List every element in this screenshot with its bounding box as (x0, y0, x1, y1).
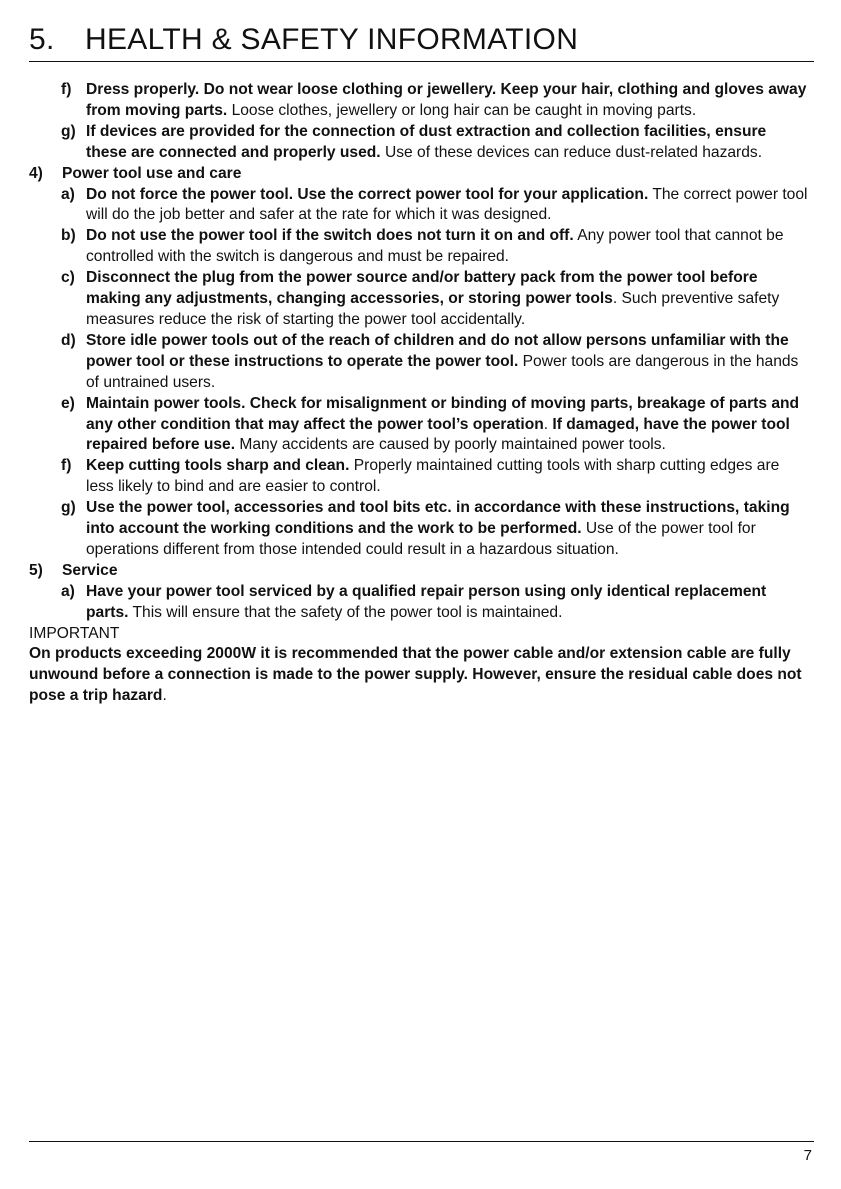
item-label: b) (61, 227, 76, 245)
item-text: The correct power tool will do the job better and safer at the rate for which it was designed. (86, 185, 808, 224)
item-bold-text: Do not force the power tool. Use the correct power tool for your application. (86, 185, 649, 203)
section-label: 4) (29, 164, 43, 182)
item-bold-text: Store idle power tools out of the reach of children and do not allow persons unfamiliar with the power tool or these instructions to operate the power tool. (86, 331, 789, 370)
section-number: 5. (29, 23, 55, 56)
item-bold-text: If devices are provided for the connection of dust extraction and collection facilities, ensure these are connected and properly used. (86, 122, 767, 161)
section-heading-text: Service (62, 561, 118, 579)
page-header (29, 22, 814, 58)
header-rule (29, 61, 814, 62)
item-label: f) (61, 457, 72, 475)
list-item (29, 456, 811, 498)
item-text: . Such preventive safety measures reduce the risk of starting the power tool accidentally. (86, 290, 780, 328)
section-heading (29, 561, 811, 582)
item-bold-text: Use the power tool, accessories and tool bits etc. in accordance with these instructions, taking into account the working conditions and the work to be performed. (86, 499, 790, 538)
section-heading-text: Power tool use and care (62, 164, 242, 182)
section-heading (29, 164, 811, 185)
item-text: Power tools are dangerous in the hands of untrained users. (86, 352, 799, 391)
item-label: g) (61, 499, 76, 517)
item-text: This will ensure that the safety of the power tool is maintained. (128, 603, 563, 621)
item-label: e) (61, 394, 75, 412)
list-item (29, 226, 811, 268)
item-text: Many accidents are caused by poorly maintained power tools. (235, 436, 666, 454)
item-text: Use of these devices can reduce dust-related hazards. (380, 143, 763, 161)
page-number: 7 (803, 1147, 812, 1164)
item-bold-text: Disconnect the plug from the power source and/or battery pack from the power tool before making any adjustments, changing accessories, or storing power tools (86, 269, 758, 308)
item-label: f) (61, 81, 72, 98)
item-label: c) (61, 269, 75, 287)
footer-rule (29, 1141, 814, 1142)
list-item (29, 185, 811, 227)
list-item (29, 582, 811, 624)
list-item (29, 122, 811, 164)
item-text: Any power tool that cannot be controlled with the switch is dangerous and must be repaired. (86, 227, 784, 266)
item-label: d) (61, 331, 76, 349)
important-text: . (162, 687, 167, 705)
section-title-text: HEALTH & SAFETY INFORMATION (85, 23, 579, 56)
section-title (29, 22, 814, 58)
important-paragraph (29, 644, 811, 707)
list-item (29, 394, 811, 457)
item-bold-text: Keep cutting tools sharp and clean. (86, 457, 350, 475)
important-bold-text: On products exceeding 2000W it is recommended that the power cable and/or extension cable are fully unwound before a connection is made to the power supply. However, ensure the residual cable does not pose a trip hazard (29, 645, 802, 705)
list-item (29, 331, 811, 394)
item-bold-text: Do not use the power tool if the switch does not turn it on and off. (86, 227, 574, 245)
item-bold-text: If damaged, have the power tool repaired before use. (86, 415, 790, 454)
list-item (29, 80, 811, 122)
important-heading: IMPORTANT (29, 624, 120, 642)
item-label: a) (61, 582, 75, 600)
item-text: . (543, 415, 553, 433)
content (29, 80, 811, 707)
item-bold-text: Have your power tool serviced by a qualified repair person using only identical replacement parts. (86, 582, 767, 621)
item-text: Use of the power tool for operations different from those intended could result in a hazardous situation. (86, 520, 756, 558)
list-item (29, 268, 811, 331)
list-item (29, 498, 811, 561)
instruction-list (29, 80, 811, 624)
item-text: Properly maintained cutting tools with sharp cutting edges are less likely to bind and are easier to control. (86, 457, 780, 496)
item-label: a) (61, 185, 75, 203)
item-label: g) (61, 122, 76, 140)
item-text: Loose clothes, jewellery or long hair can be caught in moving parts. (227, 101, 697, 119)
item-bold-text: Maintain power tools. Check for misalignment or binding of moving parts, breakage of parts and any other condition that may affect the power tool’s operation (86, 394, 800, 433)
section-label: 5) (29, 561, 43, 579)
item-bold-text: Dress properly. Do not wear loose clothing or jewellery. Keep your hair, clothing and gloves away from moving parts. (86, 81, 807, 119)
